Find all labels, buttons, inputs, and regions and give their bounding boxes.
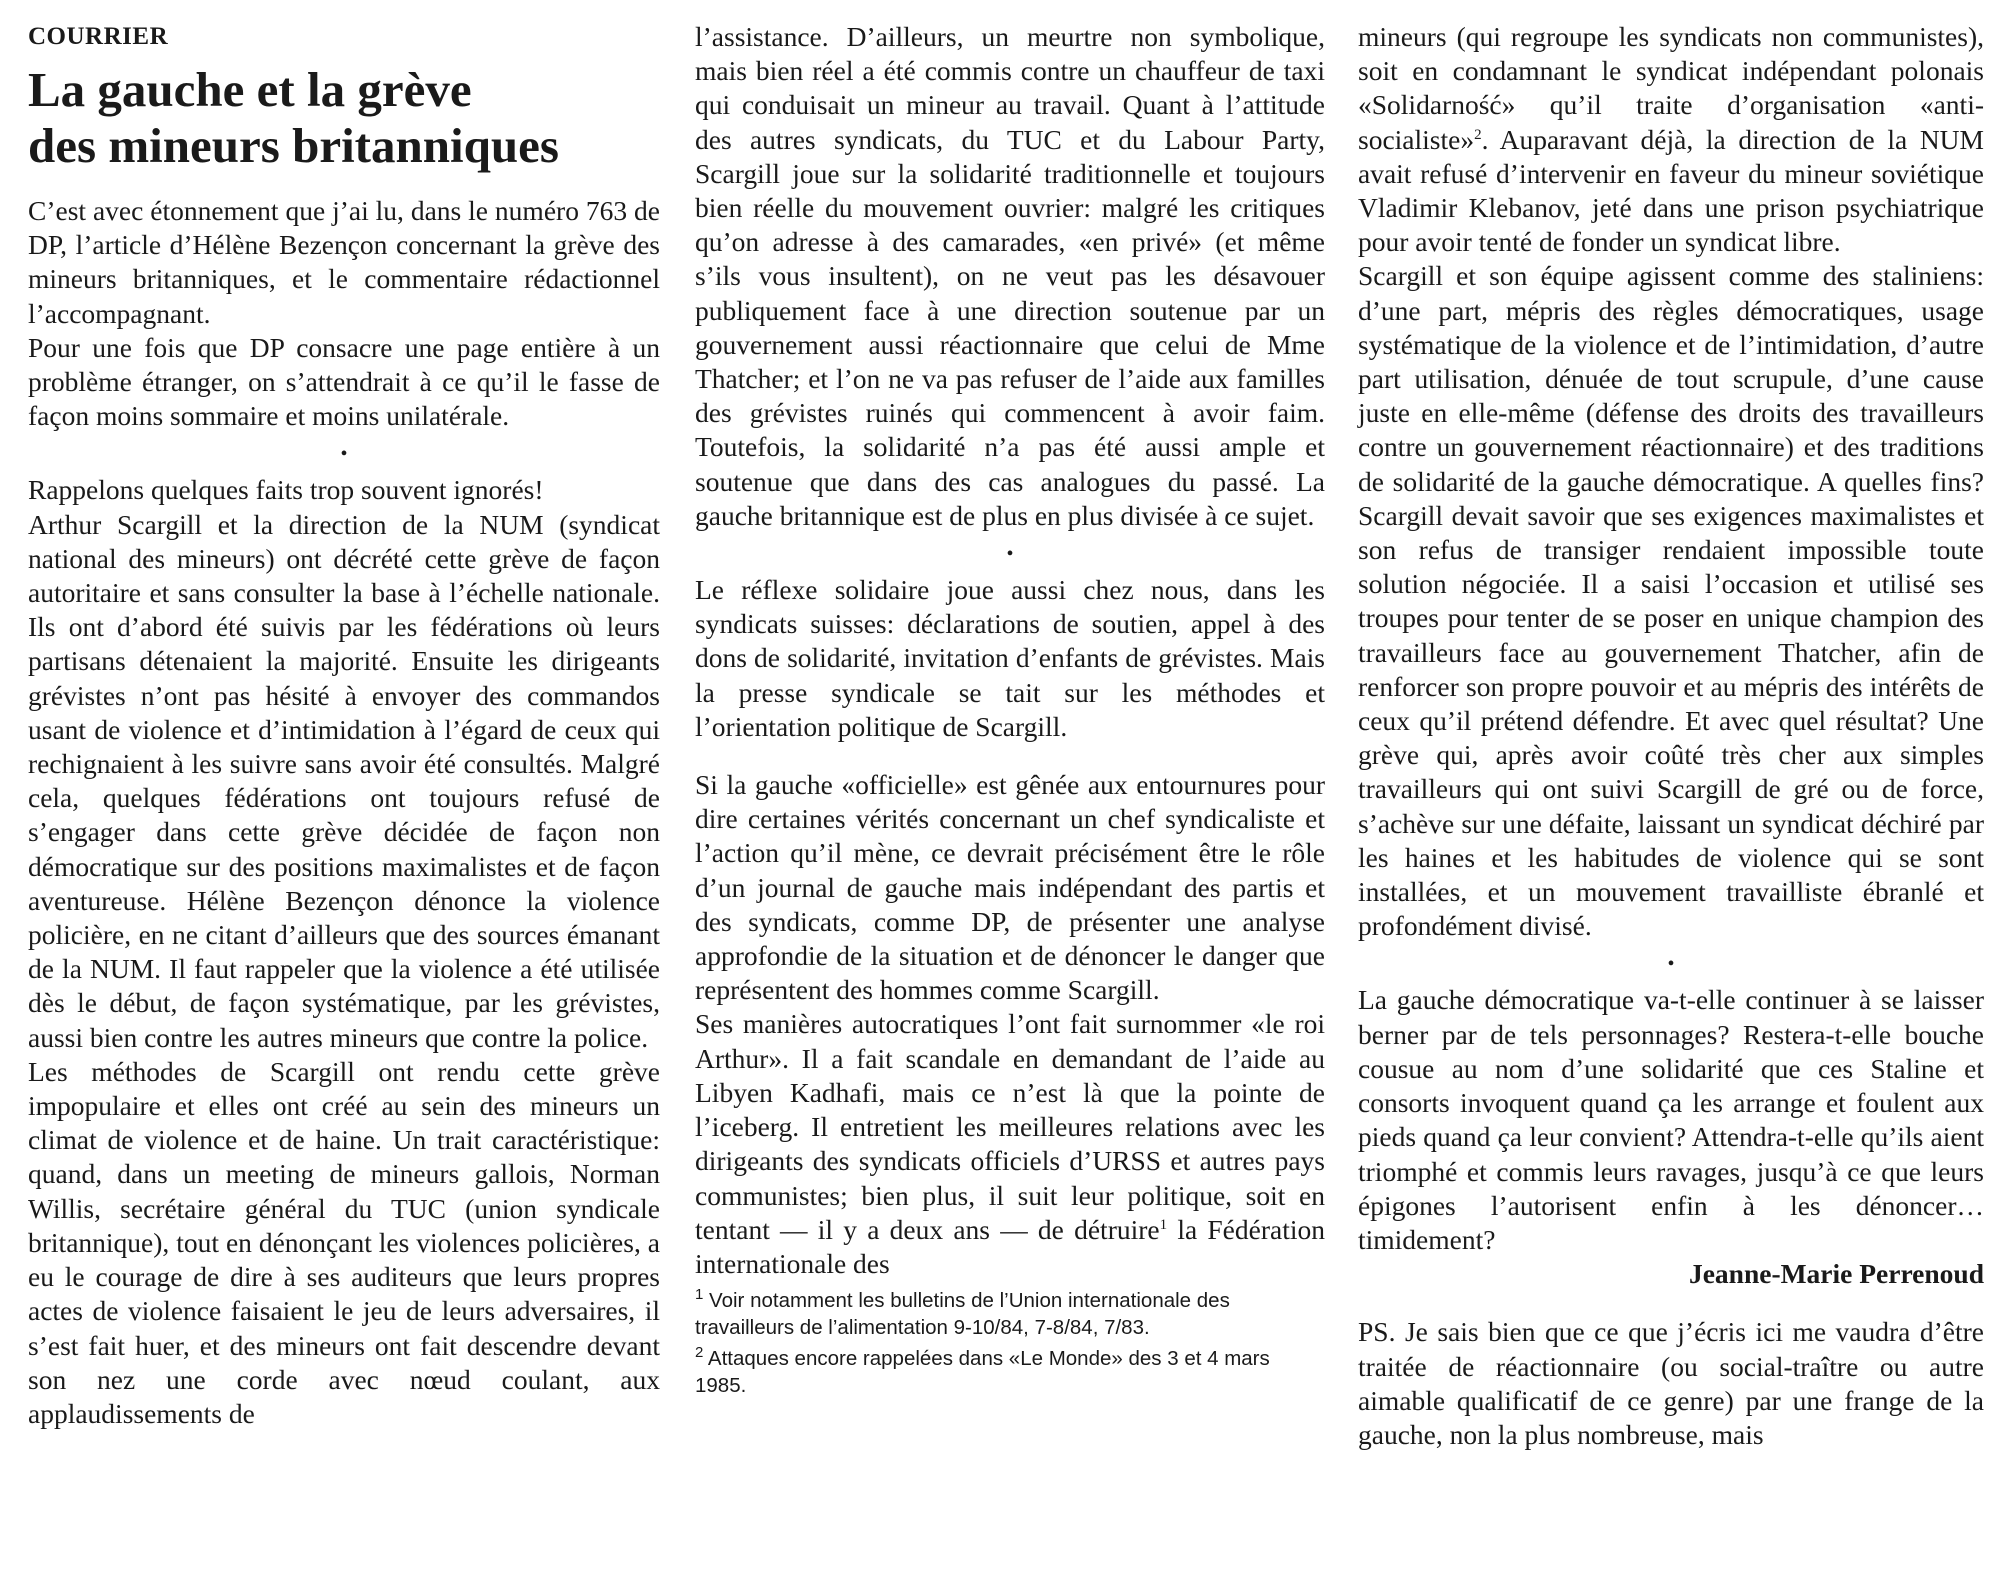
section-separator: • <box>1667 953 1675 976</box>
column-2 <box>695 20 1325 1403</box>
footnote-ref: 1 <box>1159 1216 1168 1233</box>
footnote-text: Attaques encore rappelées dans «Le Monde» des 3 et 4 mars 1985. <box>695 1347 1270 1398</box>
paragraph: Pour une fois que DP consacre une page entière à un problème étranger, on s’attendrait à ce qu’il le fasse de façon moins sommaire et moins unilatérale. <box>28 331 660 432</box>
title-line-1: La gauche et la grève <box>28 62 472 117</box>
section-separator: • <box>1006 543 1014 566</box>
paragraph: Le réflexe solidaire joue aussi chez nous, dans les syndicats suisses: déclarations de soutien, appel à des dons de solidarité, invitation d’enfants de grévistes. Mais la presse syndicale se tait sur les méthodes et l’orientation politique de Scargill. <box>695 574 1325 742</box>
column-1 <box>28 22 660 1431</box>
footnote <box>695 1287 1325 1341</box>
footnote <box>695 1345 1325 1399</box>
article-title <box>28 62 660 174</box>
paragraph: l’assistance. D’ailleurs, un meurtre non symbolique, mais bien réel a été commis contre un chauffeur de taxi qui conduisait un mineur au travail. Quant à l’attitude des autres syndicats, du TUC et du Labour Party, Scargill joue sur la solidarité traditionnelle et toujours bien réelle du mouvement ouvrier: malgré les critiques qu’on adresse à des camarades, «en privé» (et même s’ils vous insultent), on ne veut pas les désavouer publiquement face à une direction soutenue par un gouvernement aussi réactionnaire que celui de Mme Thatcher; et l’on ne va pas refuser de l’aide aux familles des grévistes ruinés qui commencent à avoir faim. Toutefois, la solidarité n’a pas été aussi ample et soutenue que dans des cas analogues du passé. La gauche britannique est de plus en plus divisée à ce sujet. <box>695 21 1325 531</box>
paragraph: PS. Je sais bien que ce que j’écris ici me vaudra d’être traitée de réactionnaire (ou social-traître ou autre aimable qualificatif de ce genre) par une frange de la gauche, non la plus nombreuse, mais <box>1358 1316 1984 1450</box>
section-kicker: COURRIER <box>28 23 169 50</box>
paragraph-text: la Fédération internationale des <box>695 1213 1325 1279</box>
paragraph: C’est avec étonnement que j’ai lu, dans le numéro 763 de DP, l’article d’Hélène Bezençon concernant la grève des mineurs britanniques, et le commentaire rédactionnel l’accompagnant. <box>28 195 660 329</box>
footnote-mark: 2 <box>695 1344 704 1362</box>
paragraph: Les méthodes de Scargill ont rendu cette grève impopulaire et elles ont créé au sein des mineurs un climat de violence et de haine. Un trait caractéristique: quand, dans un meeting de mineurs gallois, Norman Willis, secrétaire général du TUC (union syndicale britannique), tout en dénonçant les violences policières, a eu le courage de dire à ses auditeurs que leurs propres actes de violence faisaient le jeu de leurs adversaires, il s’est fait huer, et des mineurs ont fait descendre devant son nez une corde avec nœud coulant, aux applaudissements de <box>28 1055 660 1429</box>
section-separator: • <box>340 443 348 466</box>
footnotes <box>695 1287 1325 1399</box>
paragraph-text: . Auparavant déjà, la direction de la NUM avait refusé d’intervenir en faveur du mineur soviétique Vladimir Klebanov, jeté dans une prison psychiatrique pour avoir tenté de fonder un syndicat libre. <box>1358 123 1984 258</box>
column-3 <box>1358 20 1984 1452</box>
paragraph <box>695 1007 1325 1281</box>
footnote-ref: 2 <box>1474 126 1482 143</box>
footnote-mark: 1 <box>695 1286 704 1304</box>
paragraph: Scargill et son équipe agissent comme des staliniens: d’une part, mépris des règles démocratiques, usage systématique de la violence et de l’intimidation, d’autre part utilisation, dénuée de tout scrupule, d’une cause juste en elle-même (défense des droits des travailleurs contre un gouvernement réactionnaire) et des traditions de solidarité de la gauche démocratique. A quelles fins? Scargill devait savoir que ses exigences maximalistes et son refus de transiger rendaient impossible toute solution négociée. Il a saisi l’occasion et utilisé ses troupes pour tenter de se poser en unique champion des travailleurs face au gouvernement Thatcher, afin de renforcer son propre pouvoir et au mépris des intérêts de ceux qu’il prétend défendre. Et avec quel résultat? Une grève qui, après avoir coûté très cher aux simples travailleurs qui ont suivi Scargill de gré ou de force, s’achève sur une défaite, laissant un syndicat déchiré par les haines et les habitudes de violence qui se sont installées, et un mouvement travailliste ébranlé et profondément divisé. <box>1358 260 1984 942</box>
paragraph <box>1358 20 1984 259</box>
paragraph: Rappelons quelques faits trop souvent ignorés! <box>28 474 544 506</box>
footnote-text: Voir notamment les bulletins de l’Union internationale des travailleurs de l’alimentation 9-10/84, 7-8/84, 7/83. <box>695 1289 1230 1340</box>
paragraph: Arthur Scargill et la direction de la NUM (syndicat national des mineurs) ont décrété cette grève de façon autoritaire et sans consulter la base à l’échelle nationale. Ils ont d’abord été suivis par les fédérations où leurs partisans détenaient la majorité. Ensuite les dirigeants grévistes n’ont pas hésité à envoyer des commandos usant de violence et d’intimidation à l’égard de ceux qui rechignaient à les suivre sans avoir été consultés. Malgré cela, quelques fédérations ont toujours refusé de s’engager dans cette grève décidée de façon non démocratique sur des positions maximalistes et de façon aventureuse. Hélène Bezençon dénonce la violence policière, en ne citant d’ailleurs que des sources émanant de la NUM. Il faut rappeler que la violence a été utilisée dès le début, de façon systématique, par les grévistes, aussi bien contre les autres mineurs que contre la police. <box>28 508 660 1053</box>
paragraph-text: mineurs (qui regroupe les syndicats non communistes), soit en condamnant le syndicat indépendant polonais «Solidarność» qu’il traite d’organisation «anti-socialiste» <box>1358 21 1984 155</box>
title-line-2: des mineurs britanniques <box>28 118 559 173</box>
paragraph: La gauche démocratique va-t-elle continuer à se laisser berner par de tels personnages? Restera-t-elle bouche cousue au nom d’une solidarité que ces Staline et consorts invoquent quand ça les arrange et foulent aux pieds quand ça leur convient? Attendra-t-elle qu’ils aient triomphé et commis leurs ravages, jusqu’à ce que leurs épigones l’autorisent enfin à les dénoncer… timidement? <box>1358 984 1984 1255</box>
paragraph: Si la gauche «officielle» est gênée aux entournures pour dire certaines vérités concernant un chef syndicaliste et l’action qu’il mène, ce devrait précisément être le rôle d’un journal de gauche mais indépendant des partis et des syndicats, comme DP, de présenter une analyse approfondie de la situation et de dénoncer le danger que représentent des hommes comme Scargill. <box>695 769 1325 1006</box>
paragraph-text: Ses manières autocratiques l’ont fait surnommer «le roi Arthur». Il a fait scandale en demandant de l’aide au Libyen Kadhafi, mais ce n’est là que la pointe de l’iceberg. Il entretient les meilleures relations avec les dirigeants des syndicats officiels d’URSS et autres pays communistes; bien plus, il suit leur politique, soit en tentant — il y a deux ans — de détruire <box>695 1008 1325 1245</box>
author-signature: Jeanne-Marie Perrenoud <box>1688 1258 1984 1290</box>
